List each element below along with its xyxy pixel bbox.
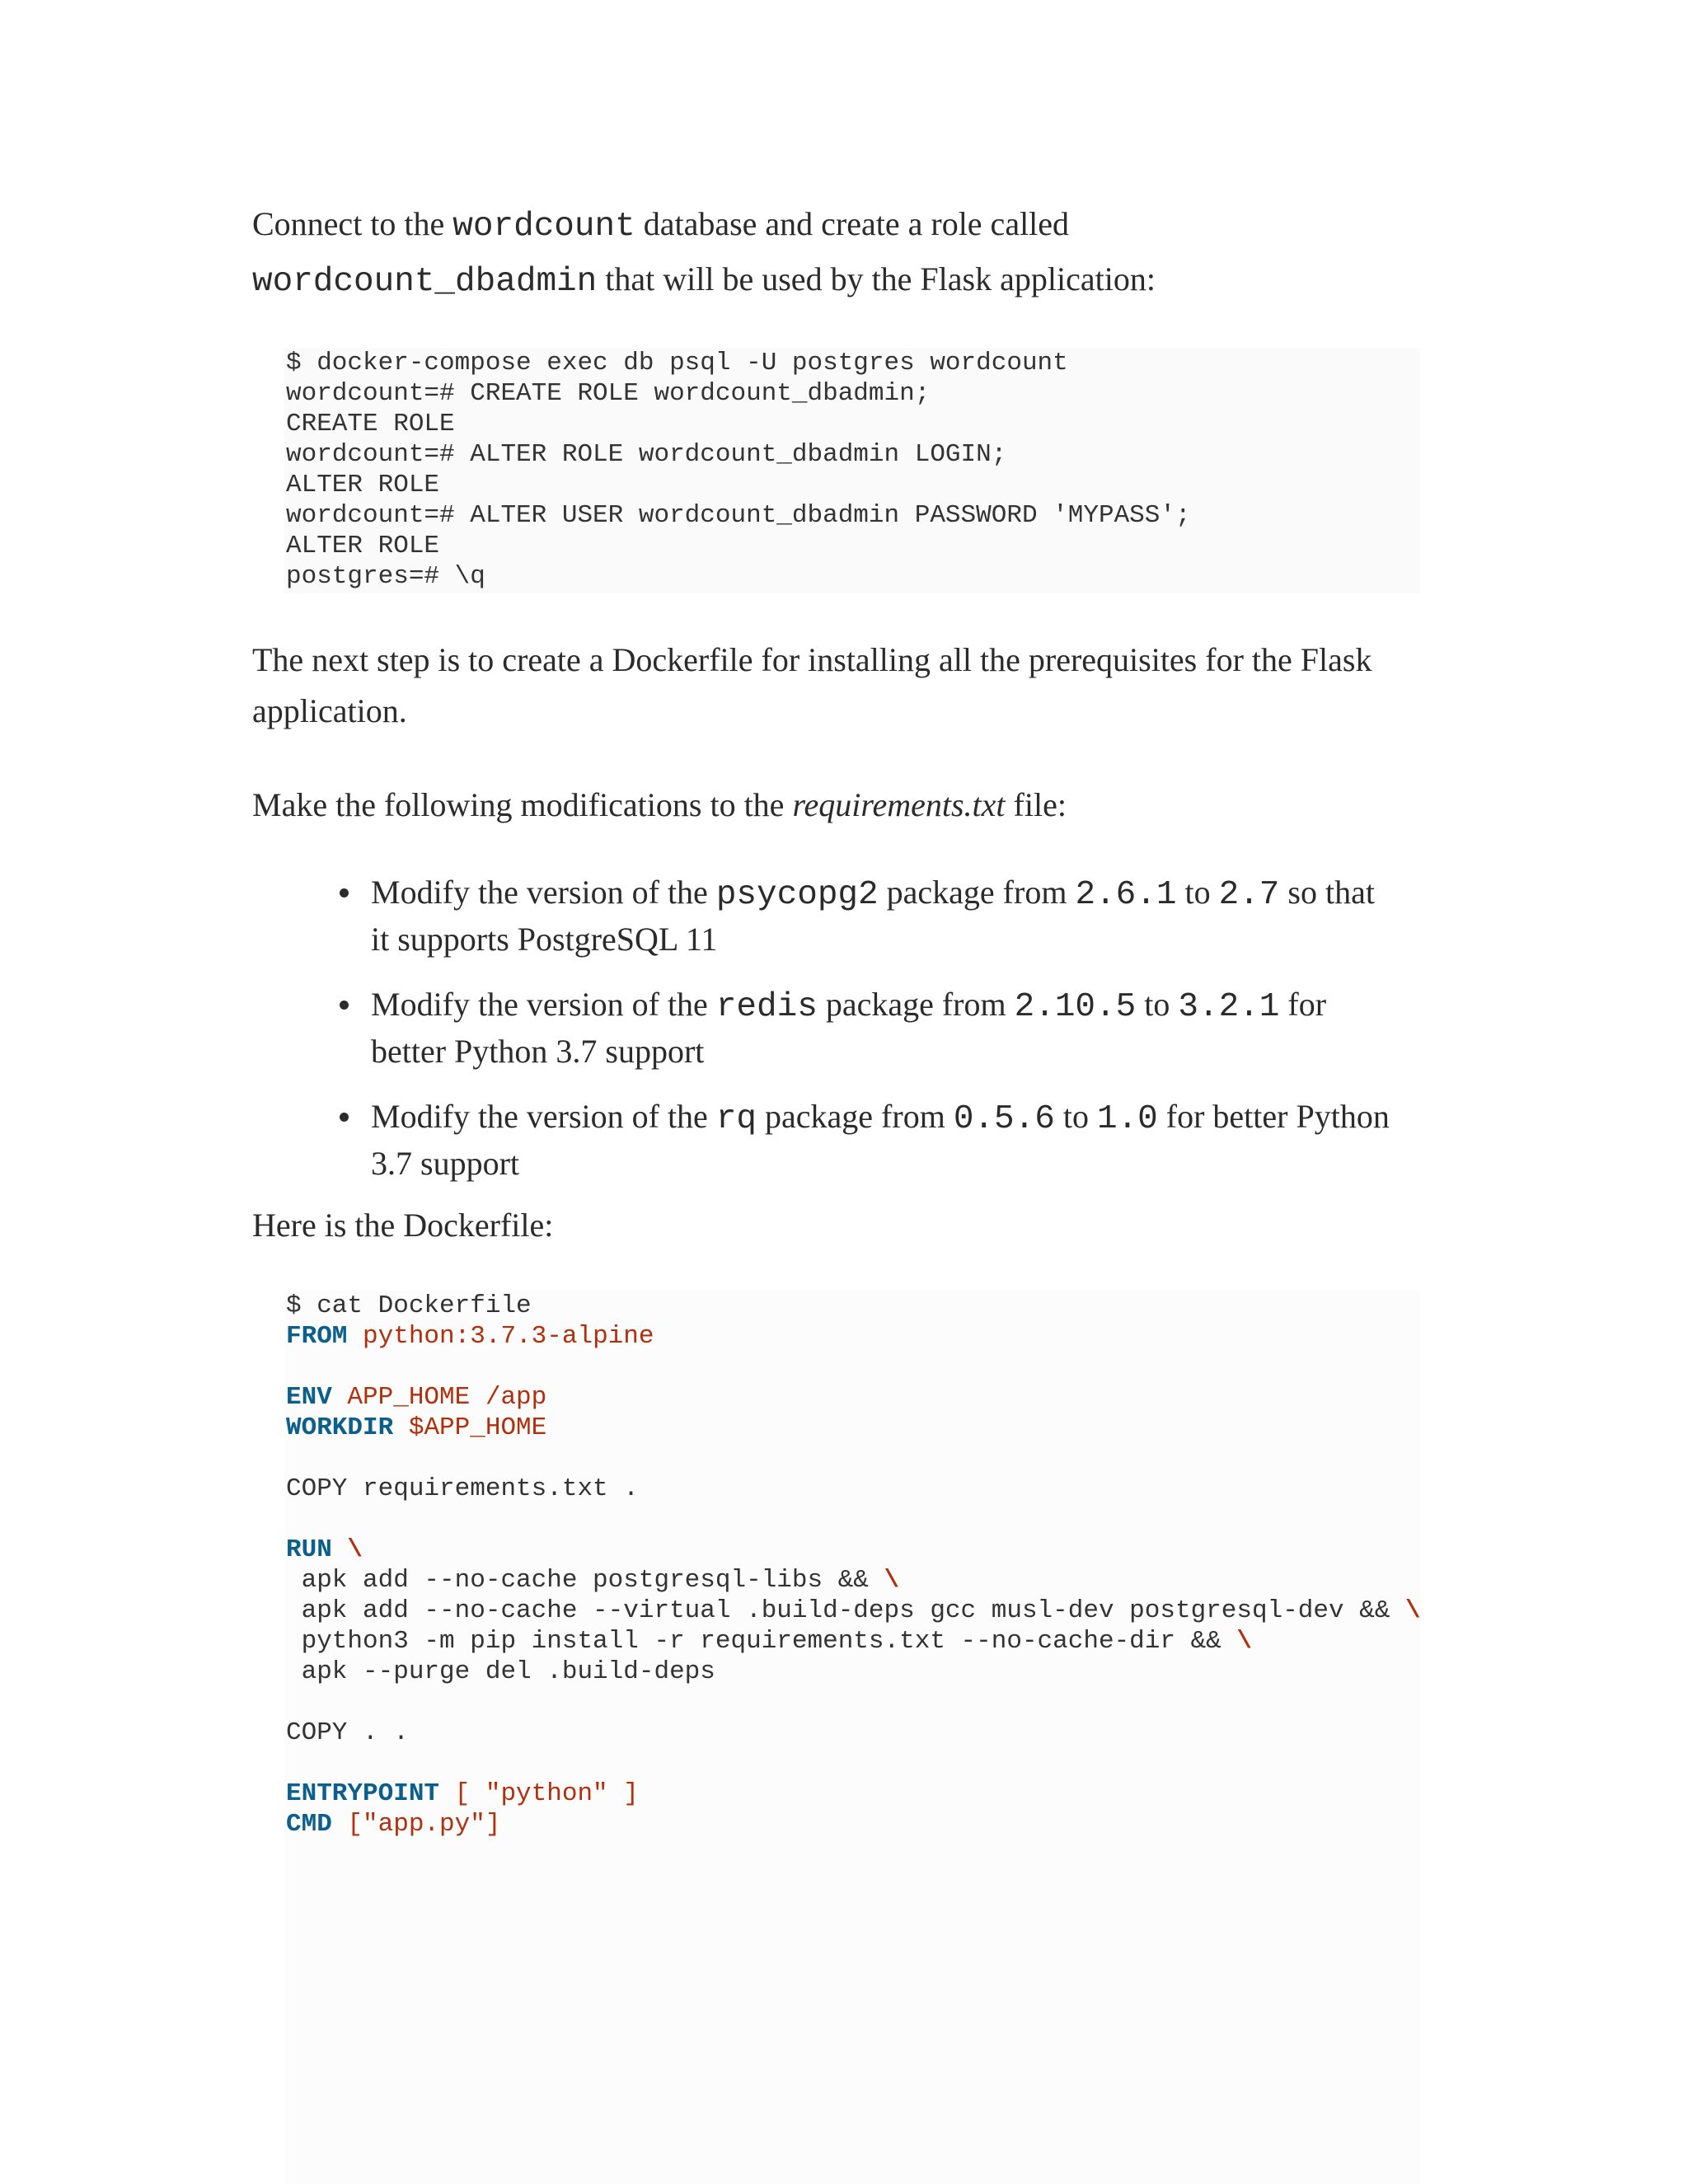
modifications-paragraph: Make the following modifications to the requirements.txt file: <box>252 786 1067 823</box>
package-name: redis <box>715 988 818 1026</box>
list-item: Modify the version of the rq package from 0.5.6 to 1.0 for better Python 3.7 support <box>371 1094 1434 1185</box>
list-item: Modify the version of the redis package from 2.10.5 to 3.2.1 for better Python 3.7 support <box>371 982 1434 1073</box>
code-line: apk add --no-cache postgresql-libs && \ <box>286 1566 900 1595</box>
intro-line-1: Connect to the wordcount database and create a role called <box>252 205 1070 246</box>
code-line-blank <box>284 1504 1420 1535</box>
code-line: COPY . . <box>286 1718 409 1747</box>
code-line: CREATE ROLE <box>286 410 455 438</box>
code-line: ALTER ROLE <box>286 532 440 560</box>
to-version: 2.7 <box>1218 876 1280 914</box>
to-version: 1.0 <box>1096 1100 1158 1138</box>
code-line-blank <box>284 1352 1420 1382</box>
psql-code-block <box>284 348 1420 593</box>
dockerfile-code-block <box>284 1291 1420 2184</box>
intro-paragraph <box>252 198 1423 308</box>
to-version: 3.2.1 <box>1178 988 1280 1026</box>
from-version: 2.10.5 <box>1014 988 1137 1026</box>
code-line: wordcount=# ALTER ROLE wordcount_dbadmin LOGIN; <box>286 440 1007 469</box>
code-line: $ docker-compose exec db psql -U postgres wordcount <box>286 349 1068 377</box>
code-line-blank <box>284 1748 1420 1779</box>
modifications-list <box>371 870 1434 1185</box>
bullet-icon <box>340 1113 349 1122</box>
package-name: rq <box>715 1100 757 1138</box>
code-line: RUN \ <box>286 1535 363 1564</box>
code-line: apk --purge del .build-deps <box>286 1657 715 1686</box>
package-name: psycopg2 <box>715 876 879 914</box>
code-line: CMD ["app.py"] <box>286 1810 501 1839</box>
code-line: wordcount=# CREATE ROLE wordcount_dbadmin; <box>286 379 931 408</box>
intro-line-2: wordcount_dbadmin that will be used by the Flask application: <box>252 260 1156 301</box>
code-line-blank <box>284 1443 1420 1474</box>
requirements-file-name: requirements.txt <box>792 786 1006 823</box>
code-line: FROM python:3.7.3-alpine <box>286 1322 654 1351</box>
code-line: python3 -m pip install -r requirements.txt --no-cache-dir && \ <box>286 1627 1252 1656</box>
from-version: 0.5.6 <box>953 1100 1055 1138</box>
code-line: apk add --no-cache --virtual .build-deps gcc musl-dev postgresql-dev && \ <box>286 1596 1421 1625</box>
code-line: $ cat Dockerfile <box>286 1291 532 1320</box>
code-line: COPY requirements.txt . <box>286 1474 639 1503</box>
next-step-paragraph <box>252 635 1423 737</box>
code-line: ENTRYPOINT [ "python" ] <box>286 1779 639 1808</box>
from-version: 2.6.1 <box>1075 876 1177 914</box>
code-line: WORKDIR $APP_HOME <box>286 1413 547 1442</box>
database-name: wordcount <box>452 208 635 246</box>
next-step-line-2: application. <box>252 692 407 729</box>
code-line: ALTER ROLE <box>286 471 440 499</box>
code-line: postgres=# \q <box>286 562 485 591</box>
bullet-icon <box>340 1001 349 1010</box>
bullet-icon <box>340 888 349 898</box>
code-line: ENV APP_HOME /app <box>286 1383 547 1412</box>
code-line-blank <box>284 1687 1420 1718</box>
dockerfile-intro: Here is the Dockerfile: <box>252 1207 554 1244</box>
list-item: Modify the version of the psycopg2 package from 2.6.1 to 2.7 so that it supports PostgreSQL 11 <box>371 870 1434 961</box>
role-name: wordcount_dbadmin <box>252 263 598 301</box>
next-step-line-1: The next step is to create a Dockerfile for installing all the prerequisites for the Flask <box>252 641 1372 678</box>
code-line: wordcount=# ALTER USER wordcount_dbadmin PASSWORD 'MYPASS'; <box>286 501 1191 530</box>
